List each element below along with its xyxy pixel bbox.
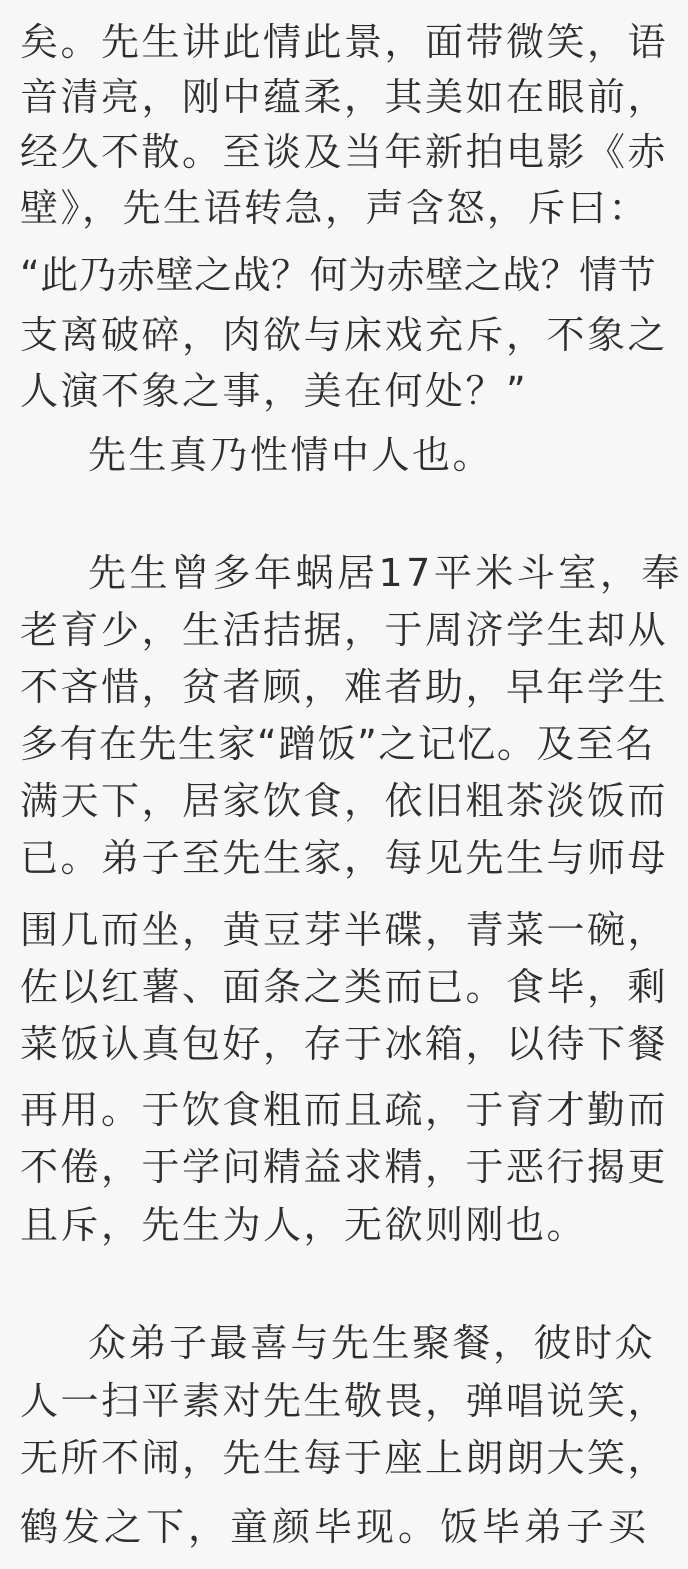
text-line: 再用。于饮食粗而且疏，于育才勤而 <box>20 1088 669 1132</box>
text-line: 矣。先生讲此情此景，面带微笑，语 <box>20 20 669 64</box>
text-line: 且斥，先生为人，无欲则刚也。 <box>20 1203 588 1247</box>
text-line: 支离破碎，肉欲与床戏充斥，不象之 <box>20 313 669 357</box>
text-line: 不倦，于学问精益求精，于恶行揭更 <box>20 1145 669 1189</box>
text-line: 音清亮，刚中蕴柔，其美如在眼前， <box>20 75 669 119</box>
text-line: 人演不象之事，美在何处？” <box>20 369 529 413</box>
text-line: 先生真乃性情中人也。 <box>88 433 494 477</box>
text-line: 经久不散。至谈及当年新拍电影《赤 <box>20 130 669 174</box>
text-line: 菜饭认真包好，存于冰箱，以待下餐 <box>20 1022 669 1066</box>
text-line: 壁》，先生语转急，声含怒，斥曰： <box>20 186 650 230</box>
text-line: 鹤发之下，童颜毕现。饭毕弟子买 <box>20 1505 651 1549</box>
text-line: 已。弟子至先生家，每见先生与师母 <box>20 836 669 880</box>
text-line: 满天下，居家饮食，依旧粗茶淡饭而 <box>20 779 669 823</box>
text-line: 无所不闹，先生每于座上朗朗大笑， <box>20 1436 669 1480</box>
text-line: 佐以红薯、面条之类而已。食毕，剩 <box>20 965 669 1009</box>
text-line: 多有在先生家“蹭饭”之记忆。及至名 <box>20 722 655 766</box>
text-line: 先生曾多年蜗居17平米斗室，奉 <box>88 551 683 595</box>
text-line: “此乃赤壁之战？何为赤壁之战？情节 <box>20 253 657 297</box>
text-line: 不吝惜，贫者顾，难者助，早年学生 <box>20 665 669 709</box>
text-line: 围几而坐，黄豆芽半碟，青菜一碗， <box>20 908 669 952</box>
text-line: 众弟子最喜与先生聚餐，彼时众 <box>88 1321 656 1365</box>
text-line: 老育少，生活拮据，于周济学生却从 <box>20 608 669 652</box>
text-line: 人一扫平素对先生敬畏，弹唱说笑， <box>20 1379 669 1423</box>
